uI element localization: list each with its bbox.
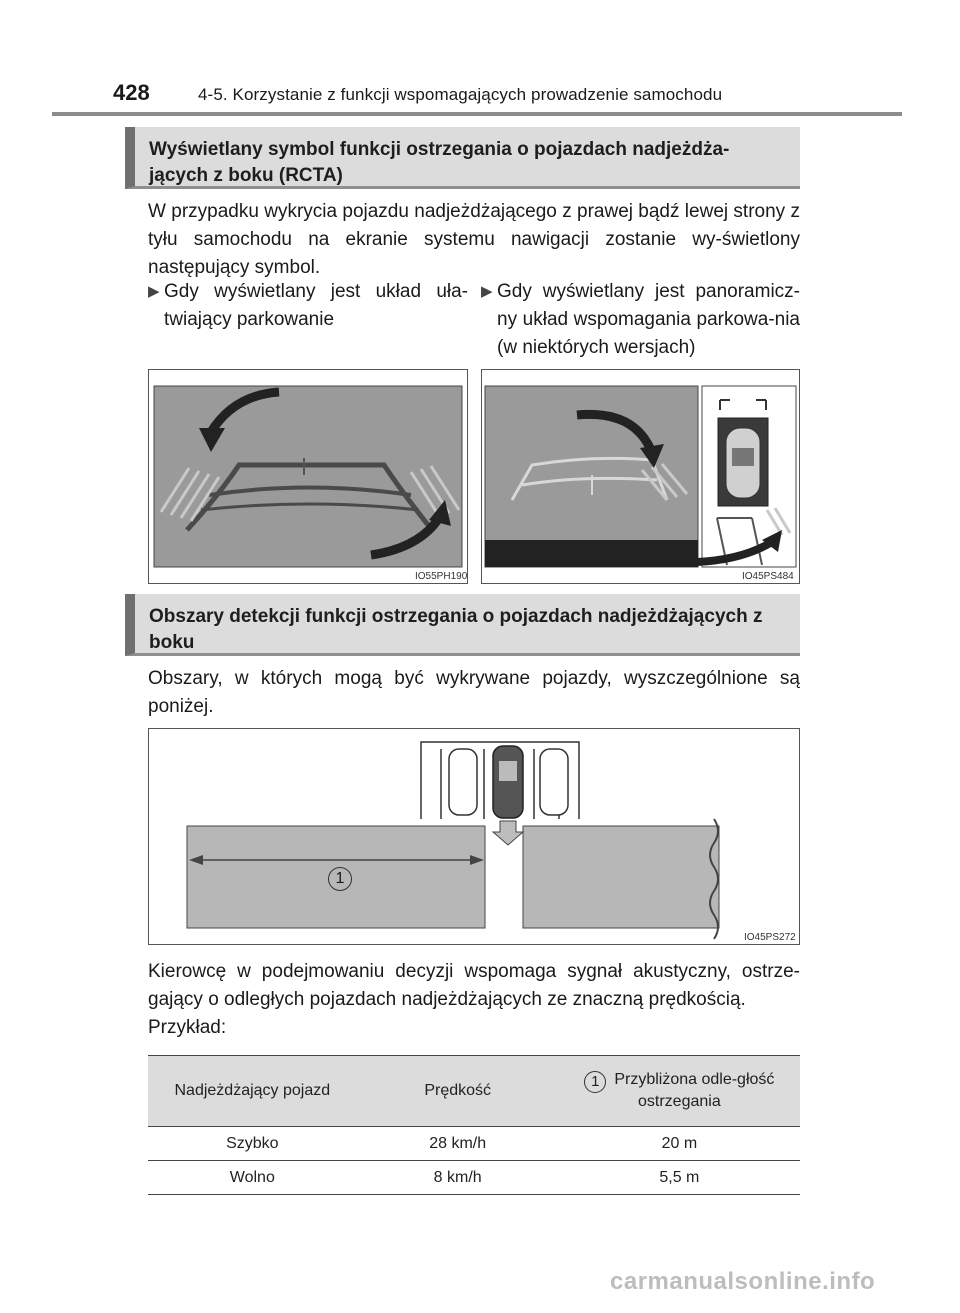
- range-marker: 1: [328, 867, 352, 891]
- figure-detection-areas: [148, 728, 800, 945]
- header-warning-distance: [559, 1056, 800, 1127]
- bullet-arrow-icon: ▶: [148, 283, 160, 300]
- table-cell: Wolno: [148, 1161, 357, 1195]
- table-row: [148, 1161, 800, 1195]
- table-marker: 1: [584, 1071, 606, 1093]
- table-cell: 20 m: [559, 1127, 800, 1161]
- bullet-panoramic-view: [481, 278, 800, 362]
- section-heading-detection-areas: Obszary detekcji funkcji ostrzegania o pojazdach nadjeżdżających z boku: [125, 594, 800, 656]
- panoramic-view-illustration: [482, 370, 799, 583]
- section1-paragraph: W przypadku wykrycia pojazdu nadjeżdżającego z prawej bądź lewej strony z tyłu samochodu na ekranie systemu nawigacji zostanie wy-świetlony następujący symbol.: [148, 201, 800, 278]
- header-approaching-vehicle: Nadjeżdżający pojazd: [148, 1056, 357, 1127]
- figure-panoramic-view-display: [481, 369, 800, 584]
- table-cell: 8 km/h: [357, 1161, 559, 1195]
- table-header-row: [148, 1056, 800, 1127]
- bullet-parking-assist: [148, 278, 468, 334]
- section2-paragraph: Obszary, w których mogą być wykrywane pojazdy, wyszczególnione są poniżej.: [148, 668, 800, 717]
- bullet-text: Gdy wyświetlany jest układ uła-twiający parkowanie: [164, 281, 468, 330]
- figure-code: IO55PH190: [415, 571, 468, 582]
- figure-parking-assist-display: [148, 369, 468, 584]
- parking-assist-illustration: [149, 370, 467, 583]
- header-speed: Prędkość: [357, 1056, 559, 1127]
- section-heading-rcta-symbol: Wyświetlany symbol funkcji ostrzegania o pojazdach nadjeżdża-jących z boku (RCTA): [125, 127, 800, 189]
- warning-distance-table: [148, 1055, 800, 1195]
- figure-code: IO45PS272: [744, 932, 796, 943]
- bullet-arrow-icon: ▶: [481, 283, 493, 300]
- example-label: Przykład:: [148, 1017, 227, 1038]
- detection-areas-illustration: [149, 729, 799, 944]
- bullet-text: Gdy wyświetlany jest panoramicz-ny układ wspomagania parkowa-nia (w niektórych wersjach): [497, 281, 800, 358]
- table-row: [148, 1127, 800, 1161]
- table-cell: 28 km/h: [357, 1127, 559, 1161]
- header-warning-distance-text: Przybliżona odle-głość ostrzegania: [614, 1071, 775, 1110]
- figure-code: IO45PS484: [742, 571, 794, 582]
- page-number: 428: [113, 80, 150, 105]
- header-rule: [52, 112, 902, 116]
- section2-paragraph-warning: Kierowcę w podejmowaniu decyzji wspomaga sygnał akustyczny, ostrze-gający o odległych pojazdach nadjeżdżających ze znaczną prędkością.: [148, 961, 800, 1010]
- chapter-title: 4-5. Korzystanie z funkcji wspomagających prowadzenie samochodu: [198, 85, 723, 104]
- table-cell: 5,5 m: [559, 1161, 800, 1195]
- watermark: carmanualsonline.info: [610, 1268, 876, 1295]
- table-cell: Szybko: [148, 1127, 357, 1161]
